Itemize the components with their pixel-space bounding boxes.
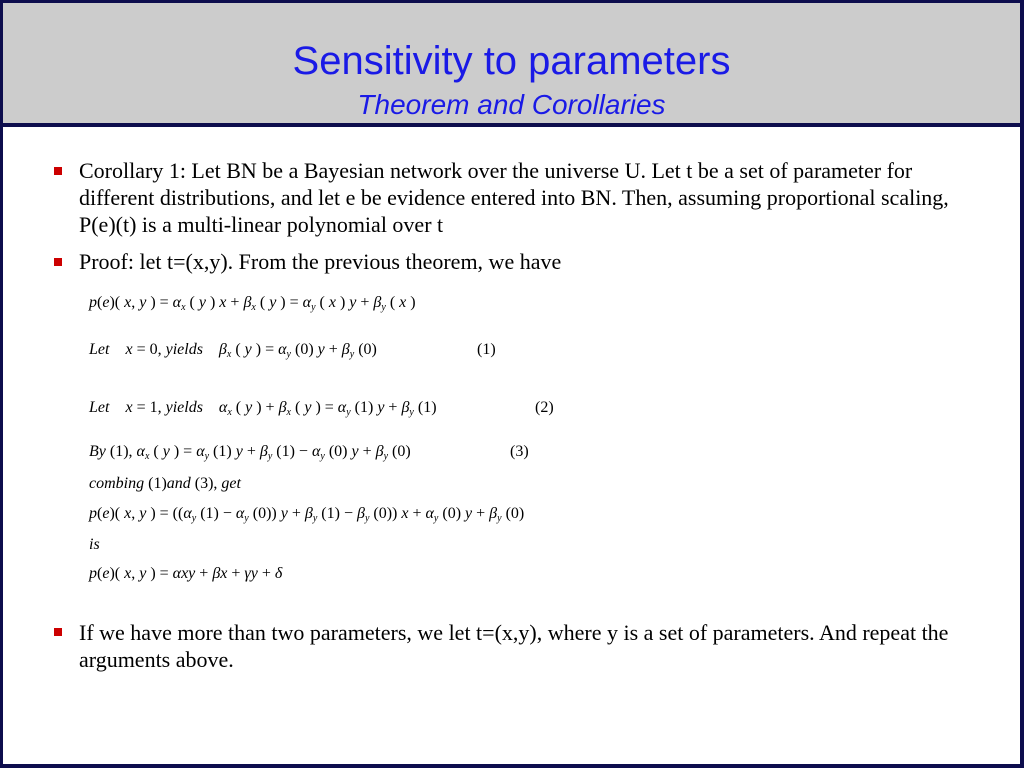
slide-subtitle: Theorem and Corollaries	[357, 89, 666, 120]
slide-title: Sensitivity to parameters	[292, 39, 731, 83]
equation-number-3: (3)	[510, 443, 529, 460]
equation-number-2: (2)	[535, 399, 554, 416]
bullet-marker	[54, 258, 62, 266]
frame-border-right	[1020, 0, 1024, 768]
equation-combined: p(e)( x, y ) = (($\alpha_y$ $(1) - \alpha_y$ (0)) $y + \beta_y$ $(1) - \beta_y$ (0)) $x + \alpha_y$ (0) $y + \beta_y$ (0)	[89, 505, 525, 524]
equation-by1: By (1), $\alpha_x$ ( y ) = $\alpha_y$ (1) $y + \beta_y$ $(1) - \alpha_y$ (0) $y + \beta_y$ (0)	[89, 443, 411, 462]
equation-combining: combing (1)and (3), get	[89, 475, 241, 492]
equation-number-1: (1)	[477, 341, 496, 358]
frame-border-bottom	[0, 764, 1024, 768]
generalization-text: If we have more than two parameters, we let t=(x,y), where y is a set of parameters. And repeat the arguments above.	[79, 620, 949, 672]
equation-main: p(e)( x, y ) = $\alpha_x$ ( y ) $x + \beta_x$ ( y ) = $\alpha_y$ ( x ) $y + \beta_y$ ( x )	[89, 294, 416, 313]
bullet-marker	[54, 167, 62, 175]
frame-border-left	[0, 0, 3, 768]
equation-let-x0: Let x = 0, yields $\beta_x$ ( y ) = $\alpha_y$ (0) $y + \beta_y$ (0)	[89, 341, 377, 360]
bullet-marker	[54, 628, 62, 636]
slide-header	[3, 3, 1020, 127]
equation-polynomial: p(e)( x, y ) = αxy + βx + γy + δ	[89, 565, 283, 582]
equation-let-x1: Let x = 1, yields $\alpha_x$ ( y ) + $\beta_x$ ( y ) = $\alpha_y$ (1) $y + \beta_y$ (1)	[89, 399, 437, 418]
frame-border-top	[0, 0, 1024, 3]
proof-text: Proof: let t=(x,y). From the previous theorem, we have	[79, 249, 562, 274]
equation-is: is	[89, 536, 100, 553]
corollary-text: Corollary 1: Let BN be a Bayesian network over the universe U. Let t be a set of parameter for different distributions, and let e be evidence entered into BN. Then, assuming proportional scaling, P(e)(t) is a multi-linear polynomial over t	[79, 158, 949, 237]
